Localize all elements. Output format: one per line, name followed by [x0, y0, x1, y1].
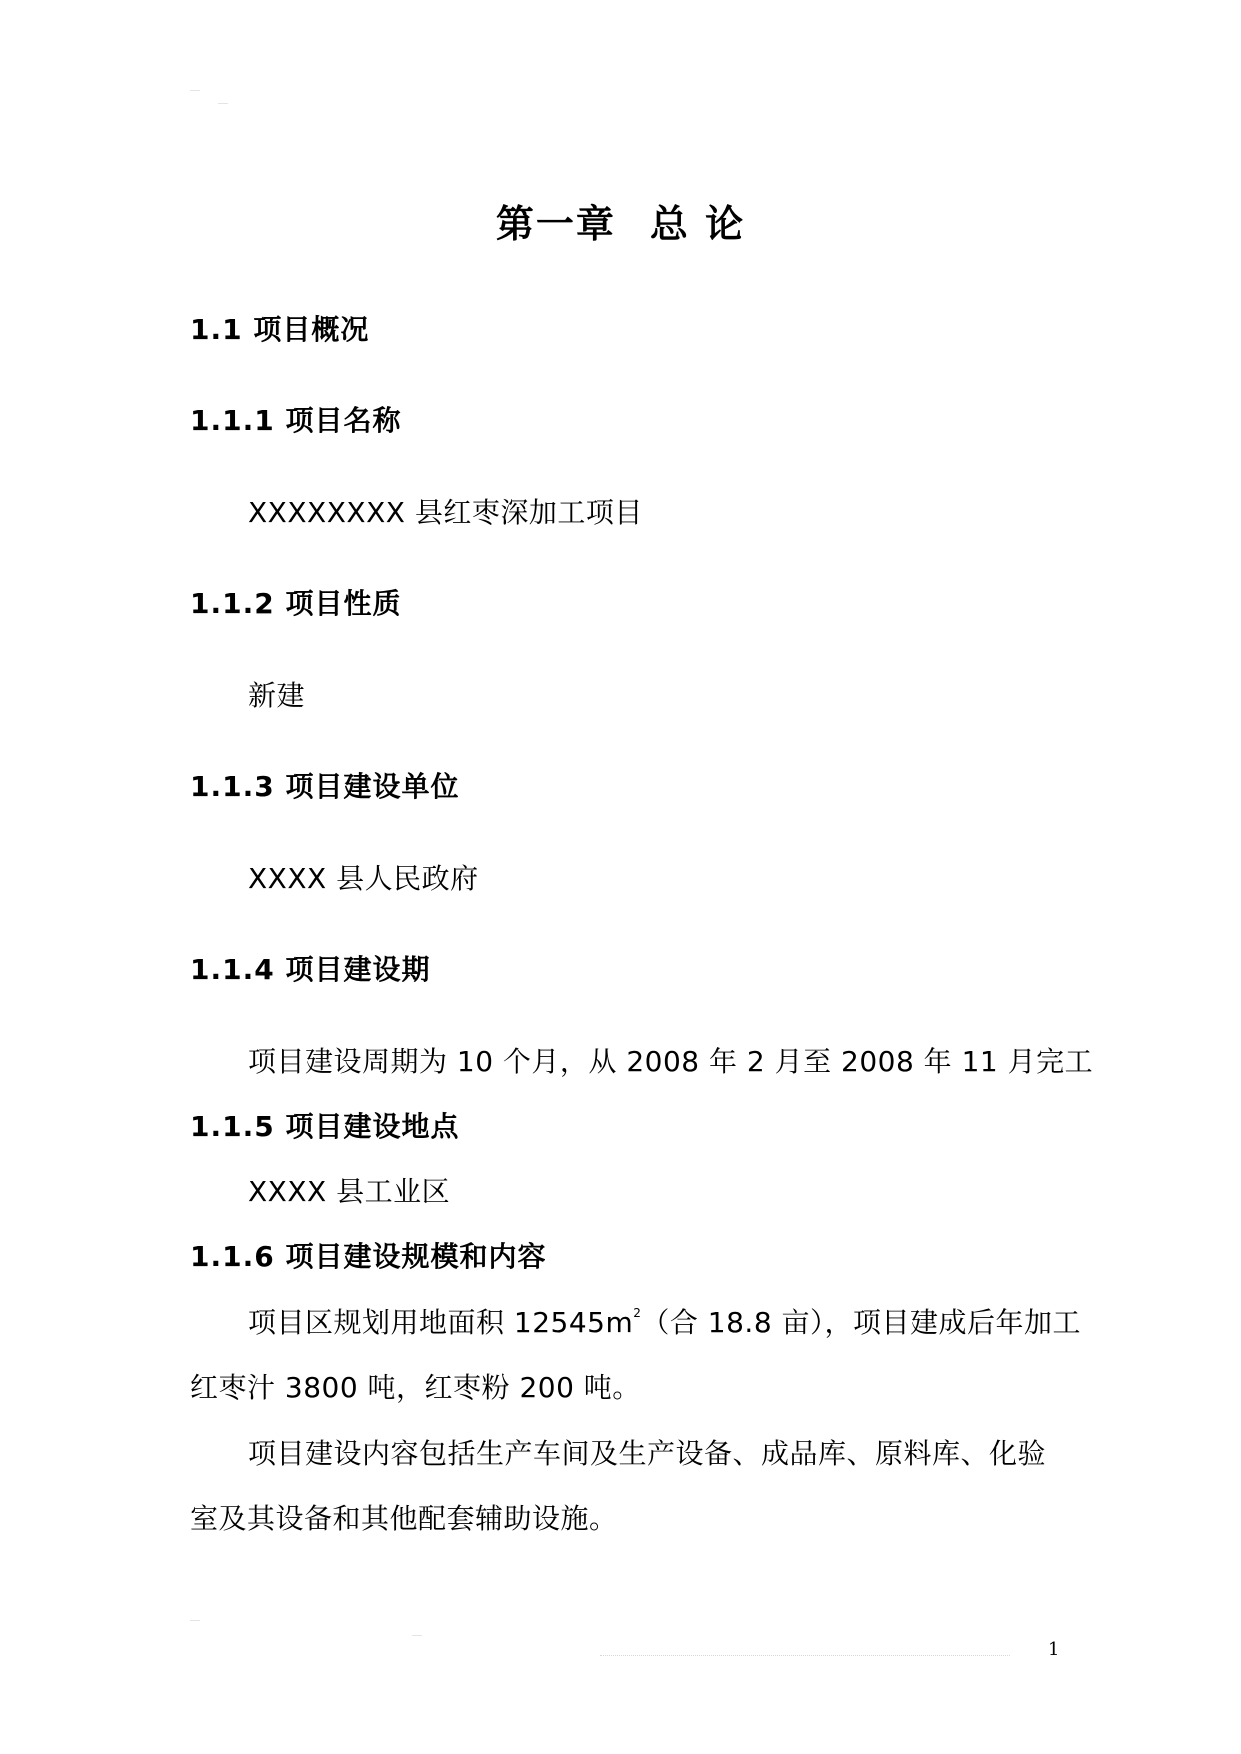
- content-paragraph-line-1: 项目建设内容包括生产车间及生产设备、成品库、原料库、化验: [248, 1437, 1047, 1470]
- chapter-number: 第一章: [495, 202, 616, 246]
- square-superscript: 2: [633, 1306, 642, 1320]
- construction-site-text: XXXX 县工业区: [248, 1175, 451, 1208]
- project-name-text: XXXXXXXX 县红枣深加工项目: [248, 496, 643, 529]
- scan-mark: [218, 103, 228, 104]
- project-nature-text: 新建: [248, 679, 306, 712]
- scale-text-b: （合 18.8 亩），项目建成后年加工: [641, 1306, 1082, 1339]
- heading-1-1-6: 1.1.6 项目建设规模和内容: [190, 1240, 547, 1273]
- construction-unit-text: XXXX 县人民政府: [248, 862, 479, 895]
- scale-paragraph-line-2: 红枣汁 3800 吨，红枣粉 200 吨。: [190, 1371, 641, 1404]
- heading-1-1: 1.1 项目概况: [190, 313, 370, 346]
- scan-mark: [412, 1635, 422, 1636]
- construction-period-text: 项目建设周期为 10 个月，从 2008 年 2 月至 2008 年 11 月完工: [248, 1045, 1094, 1078]
- heading-1-1-1: 1.1.1 项目名称: [190, 404, 402, 437]
- heading-1-1-5: 1.1.5 项目建设地点: [190, 1110, 460, 1143]
- content-paragraph-line-2: 室及其设备和其他配套辅助设施。: [190, 1502, 618, 1535]
- footer-rule: [600, 1655, 1010, 1656]
- scale-paragraph-line-1: [248, 1303, 1081, 1343]
- page-number: 1: [1048, 1639, 1060, 1660]
- scale-text-a: 项目区规划用地面积 12545m: [248, 1306, 634, 1339]
- scan-mark: [190, 1620, 200, 1621]
- heading-1-1-3: 1.1.3 项目建设单位: [190, 770, 460, 803]
- chapter-name: 总 论: [649, 202, 746, 246]
- heading-1-1-4: 1.1.4 项目建设期: [190, 953, 431, 986]
- heading-1-1-2: 1.1.2 项目性质: [190, 587, 402, 620]
- scan-mark: [190, 90, 200, 91]
- chapter-title: [0, 198, 1241, 250]
